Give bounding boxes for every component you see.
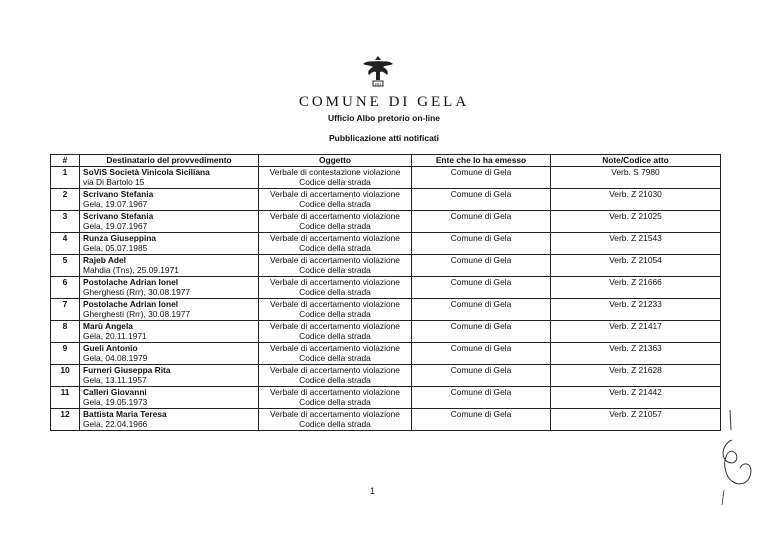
- subject-line: Verbale di accertamento violazione: [270, 254, 400, 265]
- recipient-cell: [80, 254, 259, 276]
- subject-code-line: Codice della strada: [299, 199, 371, 209]
- subject-cell: [259, 342, 412, 364]
- subject-cell: [259, 364, 412, 386]
- subject-code-line: Codice della strada: [299, 309, 371, 319]
- issuer-cell: Comune di Gela: [412, 166, 551, 188]
- subject-cell: [259, 386, 412, 408]
- recipient-detail: Gela, 22.04.1966: [83, 419, 148, 429]
- subject-line: Verbale di accertamento violazione: [270, 386, 400, 397]
- section-title: Pubblicazione atti notificati: [328, 133, 440, 143]
- subject-code-line: Codice della strada: [299, 397, 371, 407]
- issuer-cell: Comune di Gela: [412, 320, 551, 342]
- svg-text:RH: RH: [375, 81, 381, 87]
- recipient-cell: [80, 364, 259, 386]
- table-row: [51, 254, 721, 276]
- table-row: [51, 364, 721, 386]
- act-code-cell: Verb. Z 21628: [551, 364, 721, 386]
- act-code-cell: Verb. Z 21363: [551, 342, 721, 364]
- issuer-cell: Comune di Gela: [412, 254, 551, 276]
- act-code-cell: Verb. Z 21233: [551, 298, 721, 320]
- act-code-cell: Verb. S 7980: [551, 166, 721, 188]
- recipient-name: SoViS Società Vinicola Siciliana: [83, 166, 210, 177]
- subject-code-line: Codice della strada: [299, 221, 371, 231]
- act-code-cell: Verb. Z 21666: [551, 276, 721, 298]
- recipient-cell: [80, 386, 259, 408]
- table-row: [51, 210, 721, 232]
- issuer-cell: Comune di Gela: [412, 364, 551, 386]
- page-subtitle: Ufficio Albo pretorio on-line: [327, 113, 441, 123]
- recipient-detail: Gela, 05.07.1985: [83, 243, 148, 253]
- recipient-cell: [80, 166, 259, 188]
- row-number: 11: [51, 386, 80, 408]
- page-number: 1: [370, 486, 376, 496]
- issuer-cell: Comune di Gela: [412, 386, 551, 408]
- recipient-cell: [80, 342, 259, 364]
- recipient-detail: Gela, 19.05.1973: [83, 397, 148, 407]
- subject-cell: [259, 298, 412, 320]
- issuer-cell: Comune di Gela: [412, 342, 551, 364]
- recipient-cell: [80, 188, 259, 210]
- act-code-cell: Verb. Z 21054: [551, 254, 721, 276]
- column-header-code: Note/Codice atto: [551, 155, 721, 167]
- subject-code-line: Codice della strada: [299, 419, 371, 429]
- table-row: [51, 386, 721, 408]
- act-code-cell: Verb. Z 21030: [551, 188, 721, 210]
- issuer-cell: Comune di Gela: [412, 408, 551, 430]
- issuer-cell: Comune di Gela: [412, 210, 551, 232]
- recipient-cell: [80, 276, 259, 298]
- subject-code-line: Codice della strada: [299, 375, 371, 385]
- act-code-cell: Verb. Z 21025: [551, 210, 721, 232]
- subject-line: Verbale di accertamento violazione: [270, 298, 400, 309]
- notices-table: [50, 154, 721, 431]
- table-row: [51, 276, 721, 298]
- recipient-name: Postolache Adrian Ionel: [83, 276, 179, 287]
- issuer-cell: Comune di Gela: [412, 188, 551, 210]
- subject-line: Verbale di accertamento violazione: [270, 408, 400, 419]
- recipient-name: Scrivano Stefania: [83, 188, 154, 199]
- recipient-detail: Gherghesti (Rrr), 30.08.1977: [83, 309, 191, 319]
- subject-cell: [259, 320, 412, 342]
- row-number: 6: [51, 276, 80, 298]
- recipient-cell: [80, 298, 259, 320]
- municipal-crest-icon: [361, 52, 395, 88]
- act-code-cell: Verb. Z 21057: [551, 408, 721, 430]
- table-row: [51, 298, 721, 320]
- table-row: [51, 342, 721, 364]
- recipient-name: Furneri Giuseppa Rita: [83, 364, 171, 375]
- subject-cell: [259, 254, 412, 276]
- row-number: 10: [51, 364, 80, 386]
- subject-cell: [259, 188, 412, 210]
- row-number: 8: [51, 320, 80, 342]
- subject-cell: [259, 276, 412, 298]
- issuer-cell: Comune di Gela: [412, 276, 551, 298]
- row-number: 9: [51, 342, 80, 364]
- recipient-detail: Gela, 04.08.1979: [83, 353, 148, 363]
- recipient-name: Postolache Adrian Ionel: [83, 298, 179, 309]
- subject-cell: [259, 166, 412, 188]
- recipient-detail: via Di Bartolo 15: [83, 177, 145, 187]
- subject-line: Verbale di contestazione violazione: [269, 166, 401, 177]
- column-header-issuer: Ente che lo ha emesso: [412, 155, 551, 167]
- recipient-detail: Gherghesti (Rrr), 30.08.1977: [83, 287, 191, 297]
- subject-line: Verbale di accertamento violazione: [270, 342, 400, 353]
- row-number: 7: [51, 298, 80, 320]
- row-number: 2: [51, 188, 80, 210]
- issuer-cell: Comune di Gela: [412, 232, 551, 254]
- table-row: [51, 320, 721, 342]
- row-number: 1: [51, 166, 80, 188]
- recipient-name: Rajeb Adel: [83, 254, 126, 265]
- recipient-cell: [80, 232, 259, 254]
- handwritten-signature: [700, 410, 760, 520]
- subject-cell: [259, 210, 412, 232]
- recipient-name: Marù Angela: [83, 320, 133, 331]
- recipient-cell: [80, 408, 259, 430]
- subject-code-line: Codice della strada: [299, 243, 371, 253]
- table-row: [51, 232, 721, 254]
- recipient-cell: [80, 210, 259, 232]
- recipient-detail: Gela, 20.11.1971: [83, 331, 147, 341]
- table-row: [51, 188, 721, 210]
- act-code-cell: Verb. Z 21543: [551, 232, 721, 254]
- subject-line: Verbale di accertamento violazione: [270, 188, 400, 199]
- table-row: [51, 408, 721, 430]
- row-number: 3: [51, 210, 80, 232]
- page-title: COMUNE DI GELA: [298, 94, 470, 110]
- subject-code-line: Codice della strada: [299, 331, 371, 341]
- row-number: 5: [51, 254, 80, 276]
- column-header-recipient: Destinatario del provvedimento: [80, 155, 259, 167]
- subject-cell: [259, 232, 412, 254]
- column-header-number: #: [51, 155, 80, 167]
- recipient-detail: Gela, 19.07.1967: [83, 199, 148, 209]
- act-code-cell: Verb. Z 21442: [551, 386, 721, 408]
- row-number: 4: [51, 232, 80, 254]
- recipient-name: Scrivano Stefania: [83, 210, 154, 221]
- subject-line: Verbale di accertamento violazione: [270, 276, 400, 287]
- subject-cell: [259, 408, 412, 430]
- column-header-subject: Oggetto: [259, 155, 412, 167]
- recipient-cell: [80, 320, 259, 342]
- recipient-name: Runza Giuseppina: [83, 232, 157, 243]
- issuer-cell: Comune di Gela: [412, 298, 551, 320]
- subject-line: Verbale di accertamento violazione: [270, 210, 400, 221]
- row-number: 12: [51, 408, 80, 430]
- recipient-detail: Gela, 19.07.1967: [83, 221, 148, 231]
- subject-code-line: Codice della strada: [299, 353, 371, 363]
- subject-line: Verbale di accertamento violazione: [270, 364, 400, 375]
- subject-code-line: Codice della strada: [299, 177, 371, 187]
- subject-code-line: Codice della strada: [299, 287, 371, 297]
- recipient-name: Calleri Giovanni: [83, 386, 147, 397]
- recipient-detail: Mahdia (Tns), 25.09.1971: [83, 265, 179, 275]
- recipient-name: Gueli Antonio: [83, 342, 138, 353]
- table-row: [51, 166, 721, 188]
- subject-line: Verbale di accertamento violazione: [270, 320, 400, 331]
- act-code-cell: Verb. Z 21417: [551, 320, 721, 342]
- table-header-row: [51, 155, 721, 167]
- recipient-detail: Gela, 13.11.1957: [83, 375, 147, 385]
- subject-line: Verbale di accertamento violazione: [270, 232, 400, 243]
- subject-code-line: Codice della strada: [299, 265, 371, 275]
- recipient-name: Battista Maria Teresa: [83, 408, 167, 419]
